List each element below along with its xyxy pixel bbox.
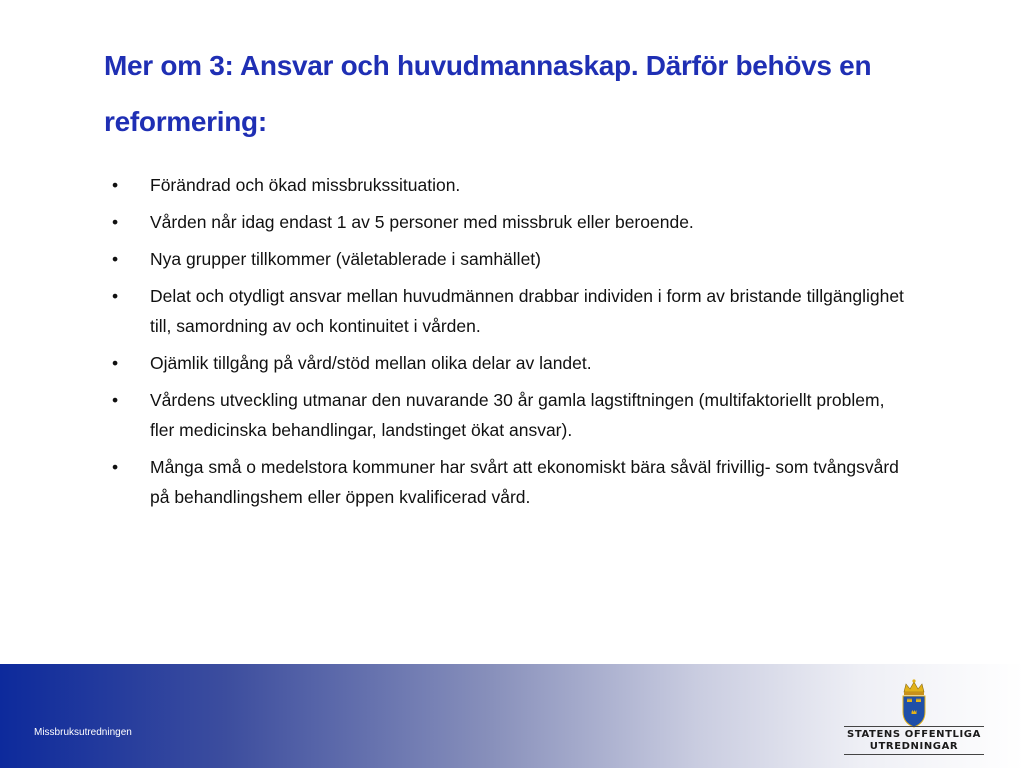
bullet-dot: •: [112, 175, 119, 195]
crown-crest-icon: [898, 678, 930, 728]
bullet-text: Delat och otydligt ansvar mellan huvudmännen drabbar individen i form av bristande tillgänglighet till, samordning av och kontinuitet i vården.: [150, 286, 904, 336]
bullet-text: Förändrad och ökad missbrukssituation.: [150, 175, 461, 195]
bullet-text: Vårdens utveckling utmanar den nuvarande 30 år gamla lagstiftningen (multifaktoriellt problem, fler medicinska behandlingar, landstinget ökat ansvar).: [150, 390, 885, 440]
slide-title: Mer om 3: Ansvar och huvudmannaskap. Därför behövs en reformering:: [104, 50, 872, 137]
logo-text-line1: STATENS OFFENTLIGA: [847, 729, 981, 740]
logo-rule-bottom: [844, 754, 984, 755]
bullet-list: [112, 170, 912, 519]
bullet-item: [112, 207, 912, 237]
bullet-item: [112, 452, 912, 512]
footer-label: Missbruksutredningen: [34, 727, 132, 738]
bullet-item: [112, 281, 912, 341]
bullet-text: Många små o medelstora kommuner har svårt att ekonomiskt bära såväl frivillig- som tvångsvård på behandlingshem eller öppen kvalificerad vård.: [150, 457, 899, 507]
logo-rule-top: [844, 726, 984, 727]
bullet-item: [112, 170, 912, 200]
bullet-item: [112, 348, 912, 378]
bullet-item: [112, 385, 912, 445]
bullet-text: Ojämlik tillgång på vård/stöd mellan olika delar av landet.: [150, 353, 592, 373]
bullet-dot: •: [112, 457, 119, 477]
bullet-dot: •: [112, 390, 119, 410]
sou-logo: [844, 674, 984, 762]
bullet-dot: •: [112, 249, 119, 269]
logo-text-line2: UTREDNINGAR: [869, 741, 959, 752]
bullet-dot: •: [112, 353, 119, 373]
bullet-dot: •: [112, 212, 119, 232]
bullet-item: [112, 244, 912, 274]
bullet-text: Nya grupper tillkommer (väletablerade i samhället): [150, 249, 541, 269]
bullet-text: Vården når idag endast 1 av 5 personer med missbruk eller beroende.: [150, 212, 694, 232]
bullet-dot: •: [112, 286, 119, 306]
